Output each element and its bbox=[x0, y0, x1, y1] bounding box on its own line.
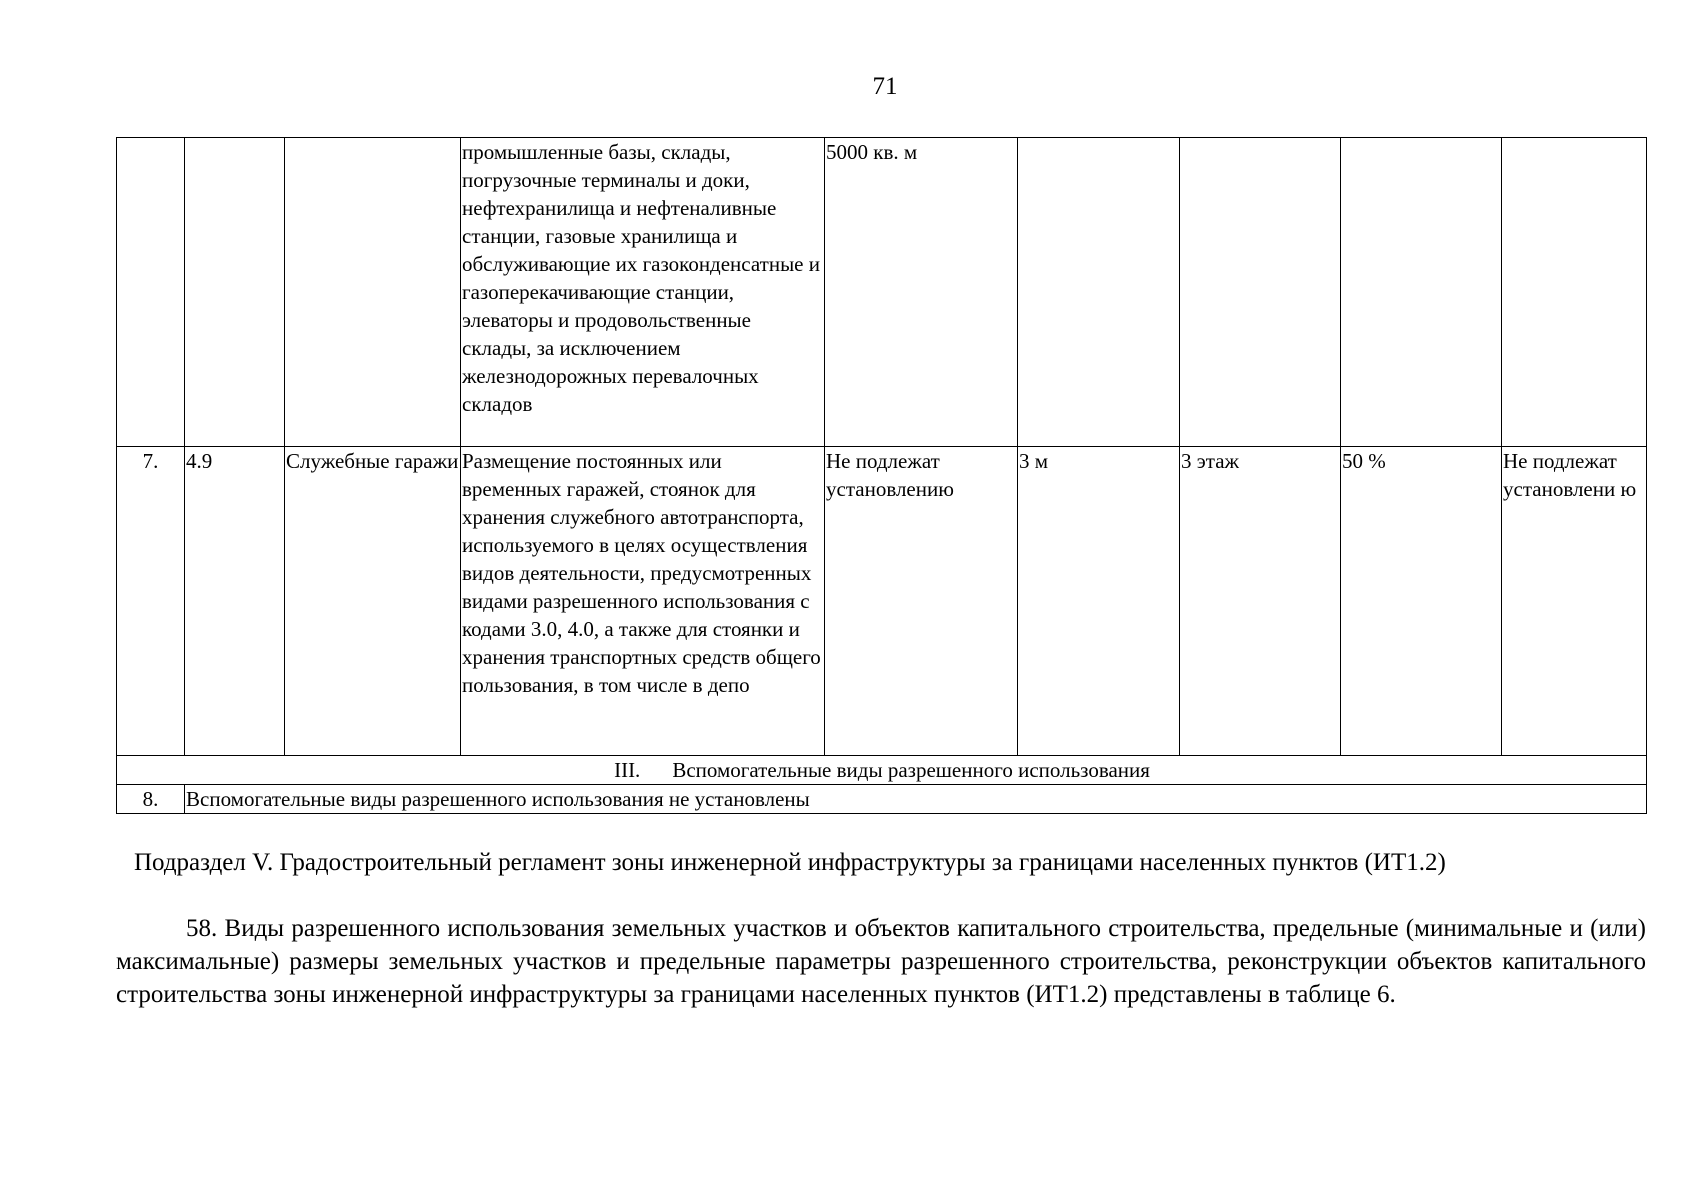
section-heading-cell bbox=[117, 756, 1647, 785]
table-row bbox=[117, 138, 1647, 447]
cell-num bbox=[117, 138, 185, 447]
section-row bbox=[117, 756, 1647, 785]
cell-num: 8. bbox=[117, 785, 185, 814]
cell-text: Вспомогательные виды разрешенного использования не установлены bbox=[185, 785, 1647, 814]
subsection-title: Подраздел V. Градостроительный регламент зоны инженерной инфраструктуры за границами населенных пунктов (ИТ1.2) bbox=[134, 849, 1446, 876]
cell-land-size: 5000 кв. м bbox=[825, 138, 1018, 447]
section-title: Вспомогательные виды разрешенного использования bbox=[672, 758, 1150, 782]
cell-floors bbox=[1180, 138, 1341, 447]
cell-name bbox=[285, 138, 461, 447]
cell-coverage: 50 % bbox=[1341, 447, 1502, 756]
cell-code: 4.9 bbox=[185, 447, 285, 756]
cell-coverage bbox=[1341, 138, 1502, 447]
cell-name: Служебные гаражи bbox=[285, 447, 461, 756]
table-row bbox=[117, 785, 1647, 814]
cell-setback bbox=[1018, 138, 1180, 447]
cell-land-size: Не подлежат установлению bbox=[825, 447, 1018, 756]
cell-code bbox=[185, 138, 285, 447]
table-row bbox=[117, 447, 1647, 756]
cell-other: Не подлежат установлени ю bbox=[1502, 447, 1647, 756]
section-number: III. bbox=[614, 758, 641, 782]
cell-setback: 3 м bbox=[1018, 447, 1180, 756]
cell-num: 7. bbox=[117, 447, 185, 756]
cell-other bbox=[1502, 138, 1647, 447]
cell-description: промышленные базы, склады, погрузочные терминалы и доки, нефтехранилища и нефтеналивные станции, газовые хранилища и обслуживающие их газоконденсатные и газоперекачивающие станции, элеваторы и продовольственные склады, за исключением железнодорожных перевалочных складов bbox=[461, 138, 825, 447]
page-number: 71 bbox=[872, 73, 898, 100]
paragraph-58: 58. Виды разрешенного использования земельных участков и объектов капитального строительства, предельные (минимальные и (или) максимальные) размеры земельных участков и предельные параметры разрешенного строительства, реконструкции объектов капитального строительства зоны инженерной инфраструктуры за границами населенных пунктов (ИТ1.2) представлены в таблице 6. bbox=[116, 915, 1646, 1008]
regulation-table bbox=[116, 137, 1647, 814]
cell-floors: 3 этаж bbox=[1180, 447, 1341, 756]
cell-description: Размещение постоянных или временных гаражей, стоянок для хранения служебного автотранспорта, используемого в целях осуществления видов деятельности, предусмотренных видами разрешенного использования с кодами 3.0, 4.0, а также для стоянки и хранения транспортных средств общего пользования, в том числе в депо bbox=[461, 447, 825, 756]
